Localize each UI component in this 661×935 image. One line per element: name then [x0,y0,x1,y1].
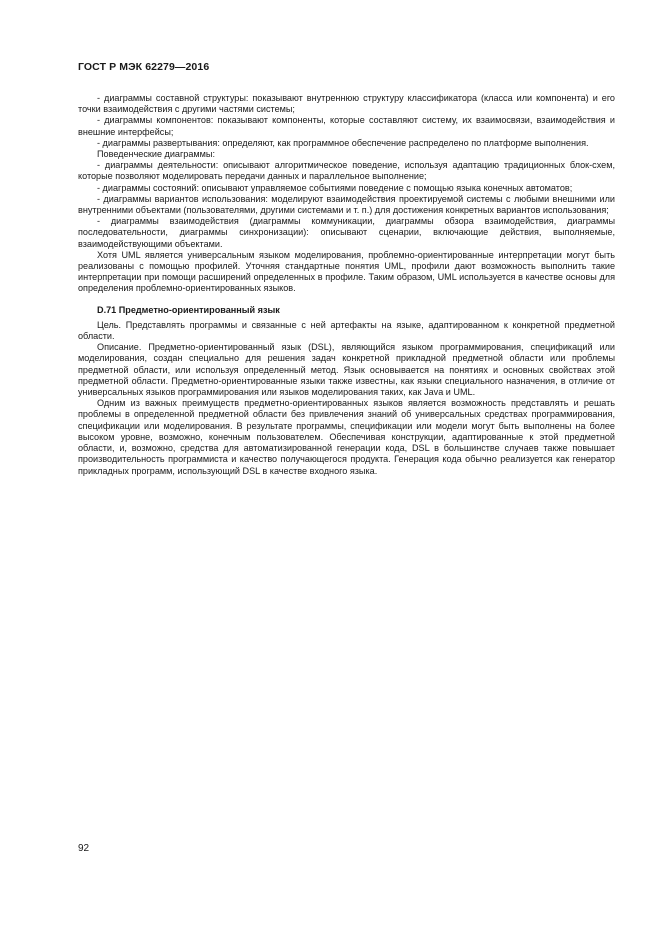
paragraph-advantages: Одним из важных преимуществ предметно-ориентированных языков является возможность представлять и решать проблемы в определенной предметной области без привлечения знаний об универсальных средствах программирования, спецификации или моделирования. В результате программы, спецификации или модели могут быть выполнены на более высоком уровне, возможно, конечным пользователем. Обеспечивая конструкции, адаптированные к этой предметной области, и, возможно, средства для автоматизированной генерации кода, DSL в большинстве случаев также повышает производительность программиста и качество получающегося продукта. Генерация кода обычно реализуется как генератор прикладных программ, использующий DSL в качестве входного языка. [78,398,615,476]
paragraph-use-case-diagrams: - диаграммы вариантов использования: моделируют взаимодействия проектируемой системы с любыми внешними или внутренними объектами (пользователями, другими системами и т. п.) для достижения конкретных вариантов использования; [78,193,615,216]
paragraph-composite-structure: - диаграммы составной структуры: показывают внутреннюю структуру классификатора (класса или компонента) и его точки взаимодействия с другими частями системы; [78,93,615,115]
page-header-standard-id: ГОСТ Р МЭК 62279—2016 [78,61,210,73]
section-title: D.71 Предметно-ориентированный язык [97,304,280,315]
paragraph-deployment-diagrams: - диаграммы развертывания: определяют, как программное обеспечение распределено по платформе выполнения. [97,137,589,148]
paragraph-description: Описание. Предметно-ориентированный язык (DSL), являющийся языком программирования, спецификаций или моделирования, создан специально для решения задач конкретной прикладной предметной области или проблемы предметной области, или используя определенный метод. Язык основывается на понятиях и основных свойствах этой предметной области. Предметно-ориентированные языки также известны, как языки специального назначения, в отличие от универсальных языков программирования или языков моделирования таких, как Java и UML. [78,342,615,398]
page-number: 92 [78,843,90,854]
paragraph-component-diagrams: - диаграммы компонентов: показывают компоненты, которые составляют систему, их взаимосвязи, взаимодействия и внешние интерфейсы; [78,115,615,137]
paragraph-behavioral-diagrams: Поведенческие диаграммы: [97,149,215,160]
paragraph-activity-diagrams: - диаграммы деятельности: описывают алгоритмическое поведение, используя адаптацию традиционных блок-схем, которые позволяют моделировать передачи данных и параллельное выполнение; [78,160,615,182]
paragraph-state-diagrams: - диаграммы состояний: описывают управляемое событиями поведение с помощью языка конечных автоматов; [97,182,573,193]
paragraph-uml-profiles: Хотя UML является универсальным языком моделирования, проблемно-ориентированные интерпретации могут быть реализованы с помощью профилей. Уточняя стандартные понятия UML, профили дают возможность выполнить такие интерпретации при помощи расширений определенных в профиле. Таким образом, UML используется в качестве основы для определения проблемно-ориентированных языков. [78,249,615,294]
paragraph-purpose: Цель. Представлять программы и связанные с ней артефакты на языке, адаптированном к конкретной предметной области. [78,319,615,342]
page-body [78,93,615,477]
paragraph-interaction-diagrams: - диаграммы взаимодействия (диаграммы коммуникации, диаграммы обзора взаимодействия, диаграммы последовательности, диаграммы синхронизации): описывают сценарии, включающие действия, выполняемые, взаимодействующими объектами. [78,216,615,249]
